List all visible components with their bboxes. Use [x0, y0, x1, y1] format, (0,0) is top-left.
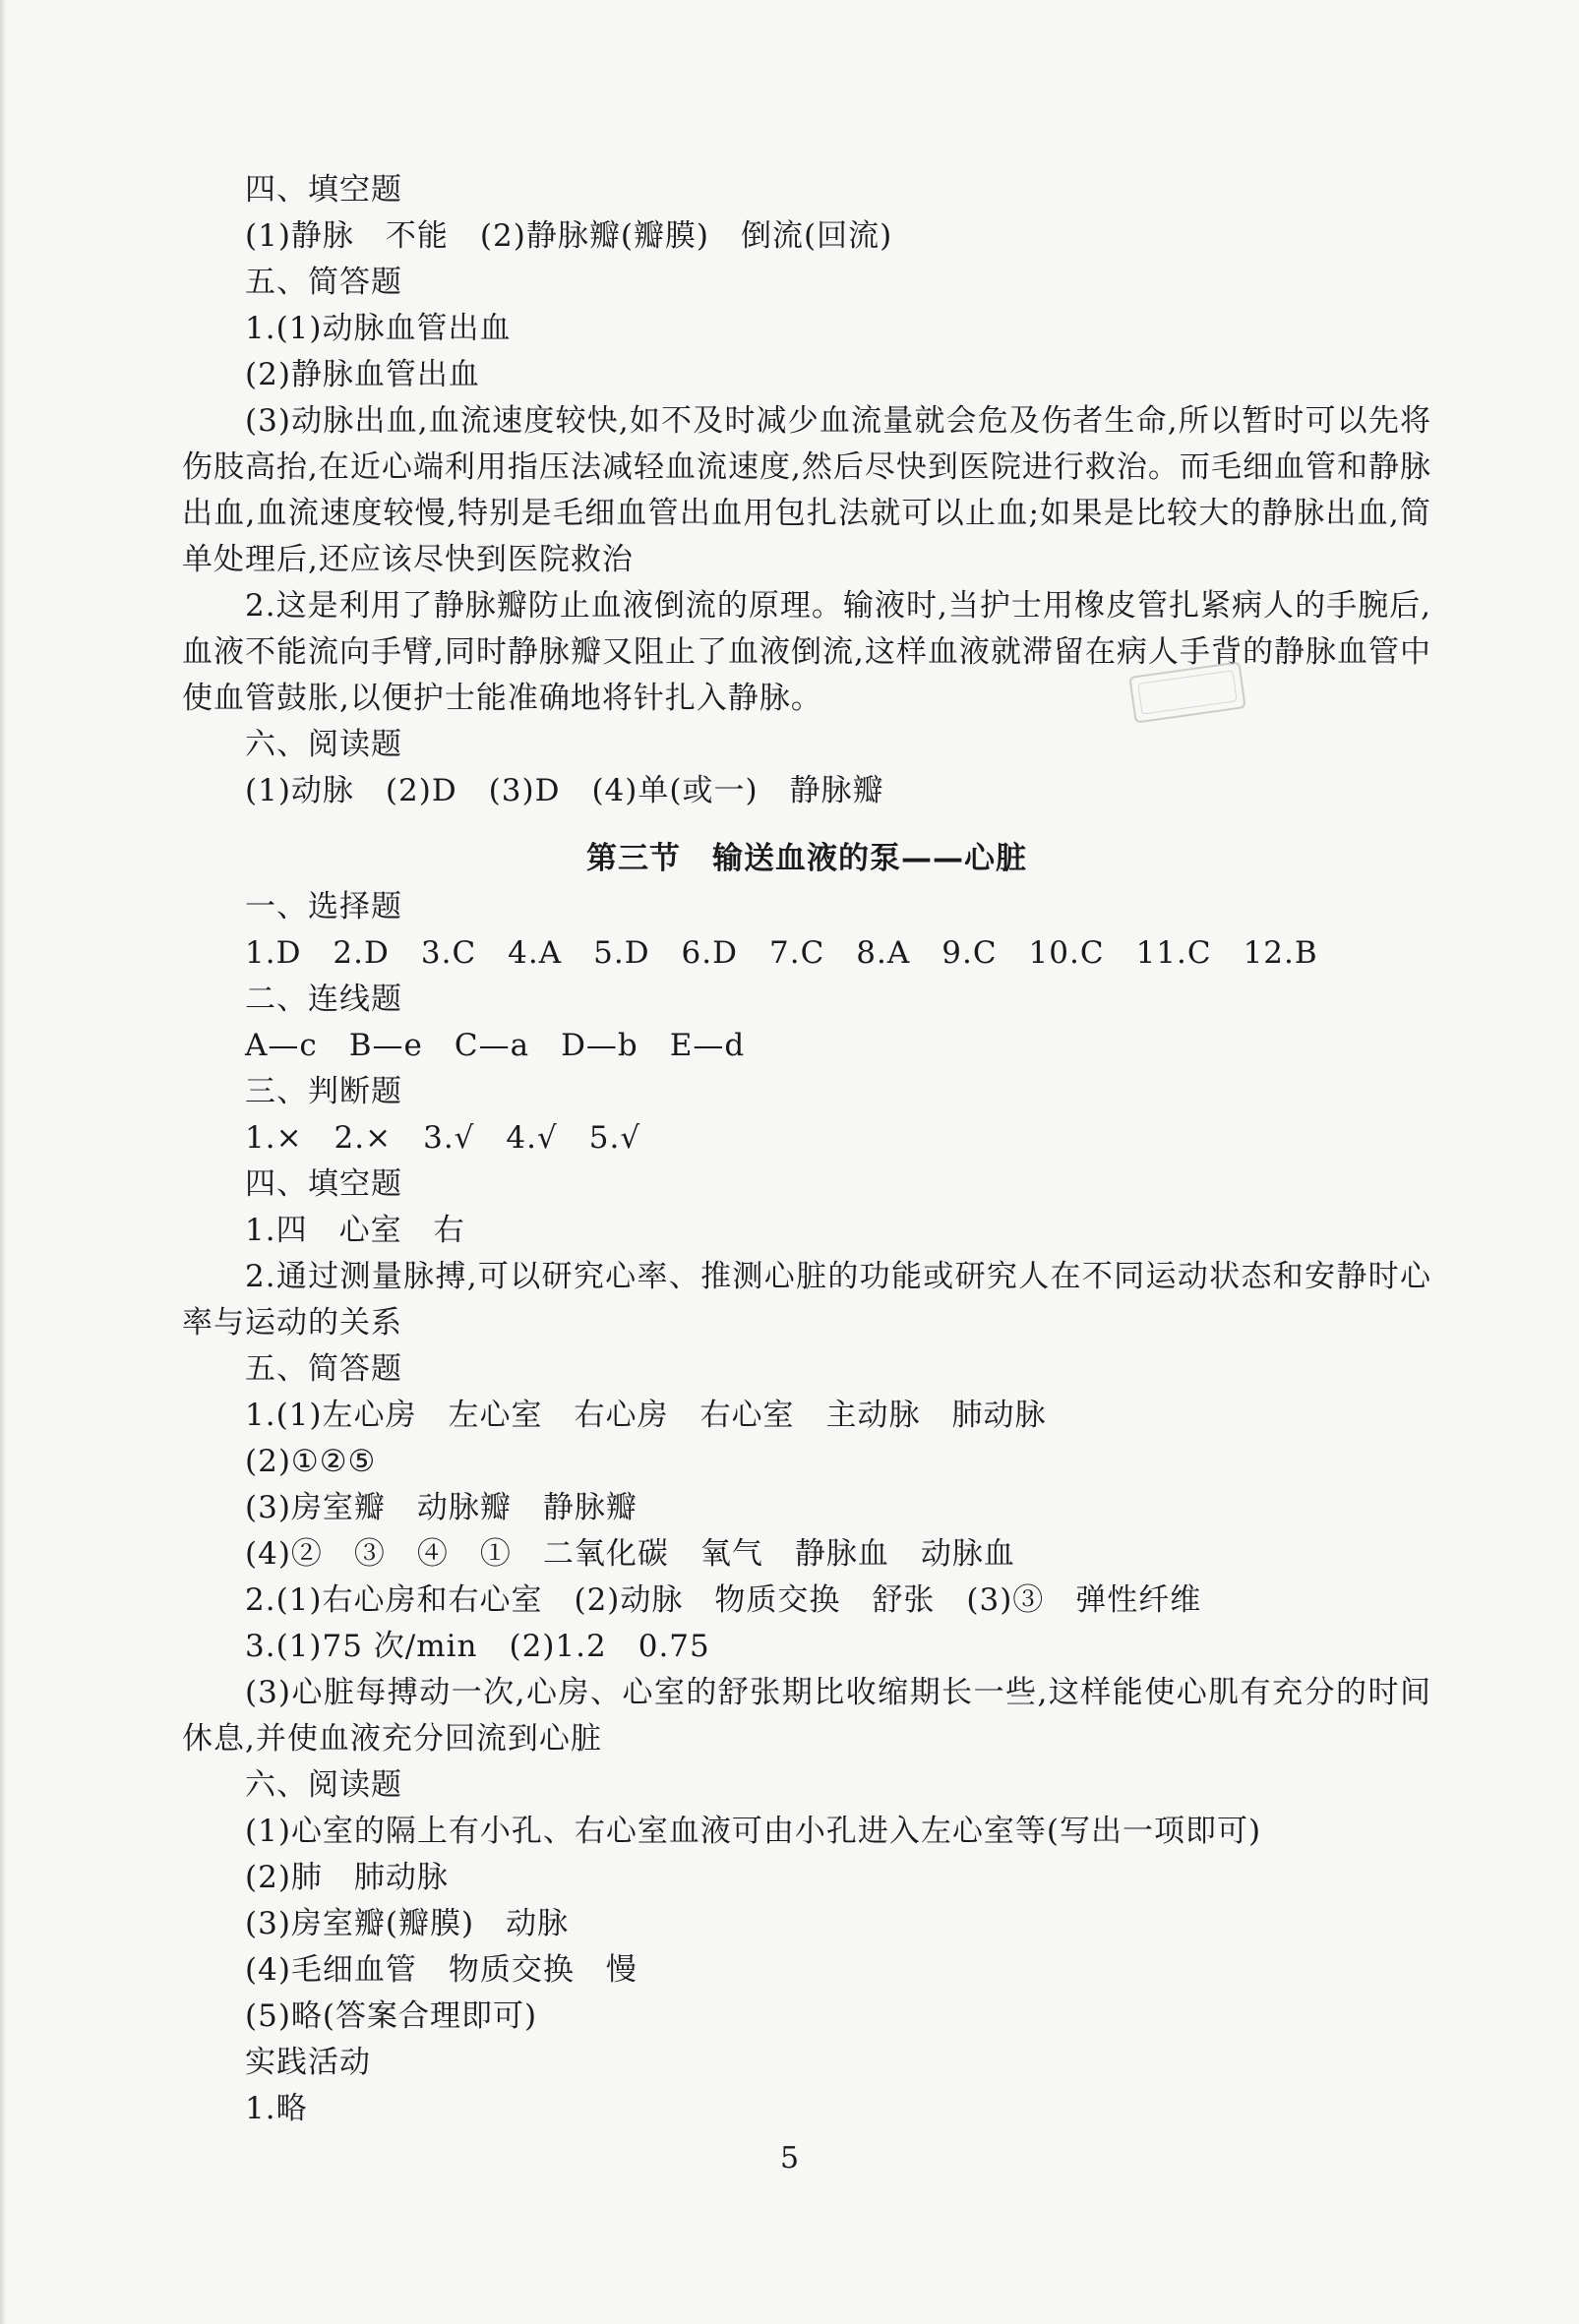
answer-line: (4)② ③ ④ ① 二氧化碳 氧气 静脉血 动脉血 — [245, 1536, 1015, 1572]
heading-reading: 六、阅读题 — [245, 727, 402, 762]
answer-paragraph: 2.通过测量脉搏,可以研究心率、推测心脏的功能或研究人在不同运动状态和安静时心率与运动的关系 — [182, 1259, 1431, 1341]
heading-true-false: 三、判断题 — [245, 1074, 402, 1109]
answer-line: A—c B—e C—a D—b E—d — [245, 1028, 746, 1063]
answer-line: (3)房室瓣 动脉瓣 静脉瓣 — [245, 1490, 638, 1525]
answer-line: 1.D 2.D 3.C 4.A 5.D 6.D 7.C 8.A 9.C 10.C 11.C 12.B — [245, 935, 1318, 971]
heading-short-answer: 五、简答题 — [245, 1351, 402, 1387]
answer-line: 1.(1)动脉血管出血 — [245, 311, 512, 346]
section-title: 第三节 输送血液的泵——心脏 — [586, 841, 1027, 876]
answer-line: 1.四 心室 右 — [245, 1213, 465, 1248]
page-number: 5 — [779, 2141, 800, 2175]
answer-line: (1)动脉 (2)D (3)D (4)单(或一) 静脉瓣 — [245, 773, 884, 808]
heading-reading: 六、阅读题 — [245, 1767, 402, 1803]
heading-matching: 二、连线题 — [245, 982, 402, 1017]
answer-paragraph: 2.这是利用了静脉瓣防止血液倒流的原理。输液时,当护士用橡皮管扎紧病人的手腕后,血液不能流向手臂,同时静脉瓣又阻止了血液倒流,这样血液就滞留在病人手背的静脉血管中使血管鼓胀,以便护士能准确地将针扎入静脉。 — [182, 588, 1431, 716]
answer-line: 1.(1)左心房 左心室 右心房 右心室 主动脉 肺动脉 — [245, 1398, 1047, 1433]
answer-content — [182, 167, 1431, 2132]
answer-line: (3)房室瓣(瓣膜) 动脉 — [245, 1906, 570, 1941]
heading-fill-blank: 四、填空题 — [245, 172, 402, 208]
answer-paragraph: (3)心脏每搏动一次,心房、心室的舒张期比收缩期长一些,这样能使心肌有充分的时间休息,并使血液充分回流到心脏 — [182, 1675, 1431, 1757]
heading-fill-blank: 四、填空题 — [245, 1166, 402, 1202]
heading-practice: 实践活动 — [245, 2045, 371, 2080]
scan-edge-shadow — [0, 0, 6, 2324]
answer-line: 1.× 2.× 3.√ 4.√ 5.√ — [245, 1120, 641, 1156]
heading-choice: 一、选择题 — [245, 889, 402, 924]
answer-line: (4)毛细血管 物质交换 慢 — [245, 1952, 638, 1988]
answer-line: 2.(1)右心房和右心室 (2)动脉 物质交换 舒张 (3)③ 弹性纤维 — [245, 1582, 1202, 1618]
watermark-stamp-border — [1137, 670, 1237, 714]
answer-line: 3.(1)75 次/min (2)1.2 0.75 — [245, 1629, 710, 1664]
answer-line: (2)肺 肺动脉 — [245, 1860, 449, 1895]
answer-line: (1)静脉 不能 (2)静脉瓣(瓣膜) 倒流(回流) — [245, 218, 893, 254]
answer-paragraph: (3)动脉出血,血流速度较快,如不及时减少血流量就会危及伤者生命,所以暂时可以先将伤肢高抬,在近心端利用指压法减轻血流速度,然后尽快到医院进行救治。而毛细血管和静脉出血,血流速度较慢,特别是毛细血管出血用包扎法就可以止血;如果是比较大的静脉出血,简单处理后,还应该尽快到医院救治 — [182, 403, 1431, 577]
answer-line: (5)略(答案合理即可) — [245, 1998, 538, 2034]
answer-line: (1)心室的隔上有小孔、右心室血液可由小孔进入左心室等(写出一项即可) — [245, 1814, 1262, 1849]
answer-line: (2)静脉血管出血 — [245, 357, 480, 392]
heading-short-answer: 五、简答题 — [245, 265, 402, 300]
answer-line: (2)①②⑤ — [245, 1444, 377, 1479]
answer-line: 1.略 — [245, 2091, 308, 2126]
